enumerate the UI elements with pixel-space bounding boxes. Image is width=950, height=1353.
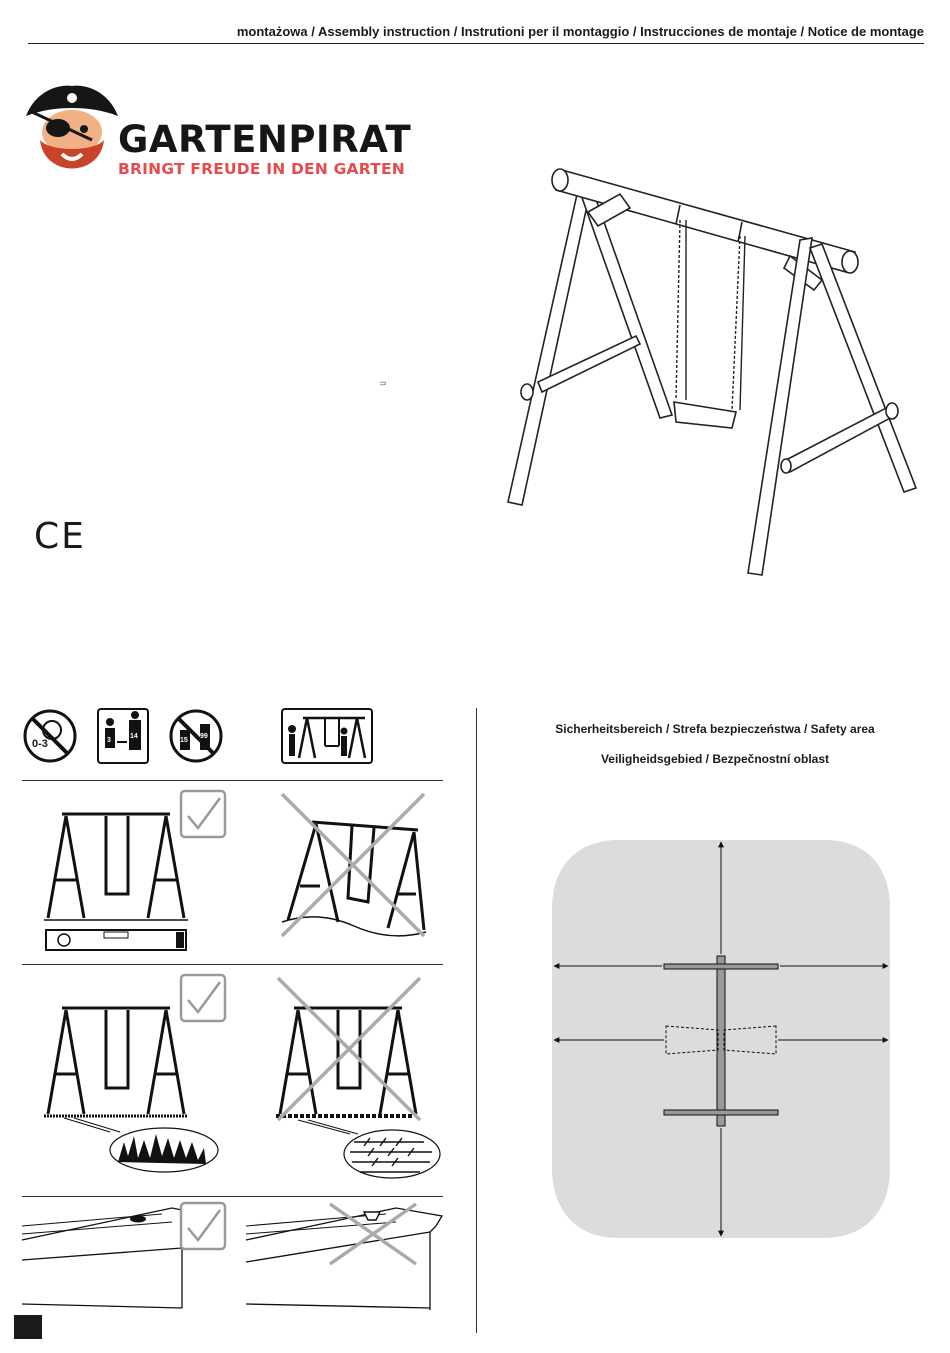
swing-sloped-incorrect (278, 790, 428, 940)
age-min: 15 (180, 737, 188, 744)
check-icon (180, 1202, 226, 1250)
header-divider (28, 43, 924, 44)
check-icon (180, 790, 226, 838)
swing-paving-incorrect (274, 974, 444, 1184)
check-icon (180, 974, 226, 1022)
age-max: 99 (200, 733, 208, 740)
height-range-icon (97, 708, 149, 764)
spirit-level-icon (46, 930, 186, 950)
adult-supervision-icon (281, 708, 373, 764)
cross-icon (278, 978, 420, 1120)
header-title: montażowa / Assembly instruction / Instrutioni per il montaggio / Instrucciones de montaje / Notice de montage (236, 24, 924, 39)
section-divider-1 (22, 780, 443, 781)
brand-tagline: BRINGT FREUDE IN DEN GARTEN (118, 160, 405, 178)
page-number-box (14, 1315, 42, 1339)
height-min: 3 (107, 737, 111, 744)
safety-area-title-2: Veiligheidsgebied / Bezpečnostní oblast (600, 752, 830, 766)
safety-area-diagram (548, 838, 894, 1248)
age-warning-label: 0-3 (32, 738, 48, 750)
column-divider (476, 708, 477, 1333)
ce-mark: CE (34, 516, 86, 557)
pirate-logo-icon (22, 82, 122, 184)
safety-area-title-1: Sicherheitsbereich / Strefa bezpieczeństwa / Safety area (555, 722, 875, 736)
swing-level-correct (40, 808, 200, 954)
brand-name: GARTENPIRAT (118, 118, 412, 161)
section-divider-2 (22, 964, 443, 965)
section-divider-3 (22, 1196, 443, 1197)
height-max: 14 (130, 733, 138, 740)
anchor-protruding-incorrect (246, 1200, 442, 1310)
no-age-range-icon (168, 708, 224, 764)
swing-grass-correct (40, 1002, 210, 1172)
stray-mark: ⸧ (378, 379, 388, 390)
swing-set-illustration (500, 160, 930, 580)
no-children-under-3-icon (22, 708, 78, 764)
